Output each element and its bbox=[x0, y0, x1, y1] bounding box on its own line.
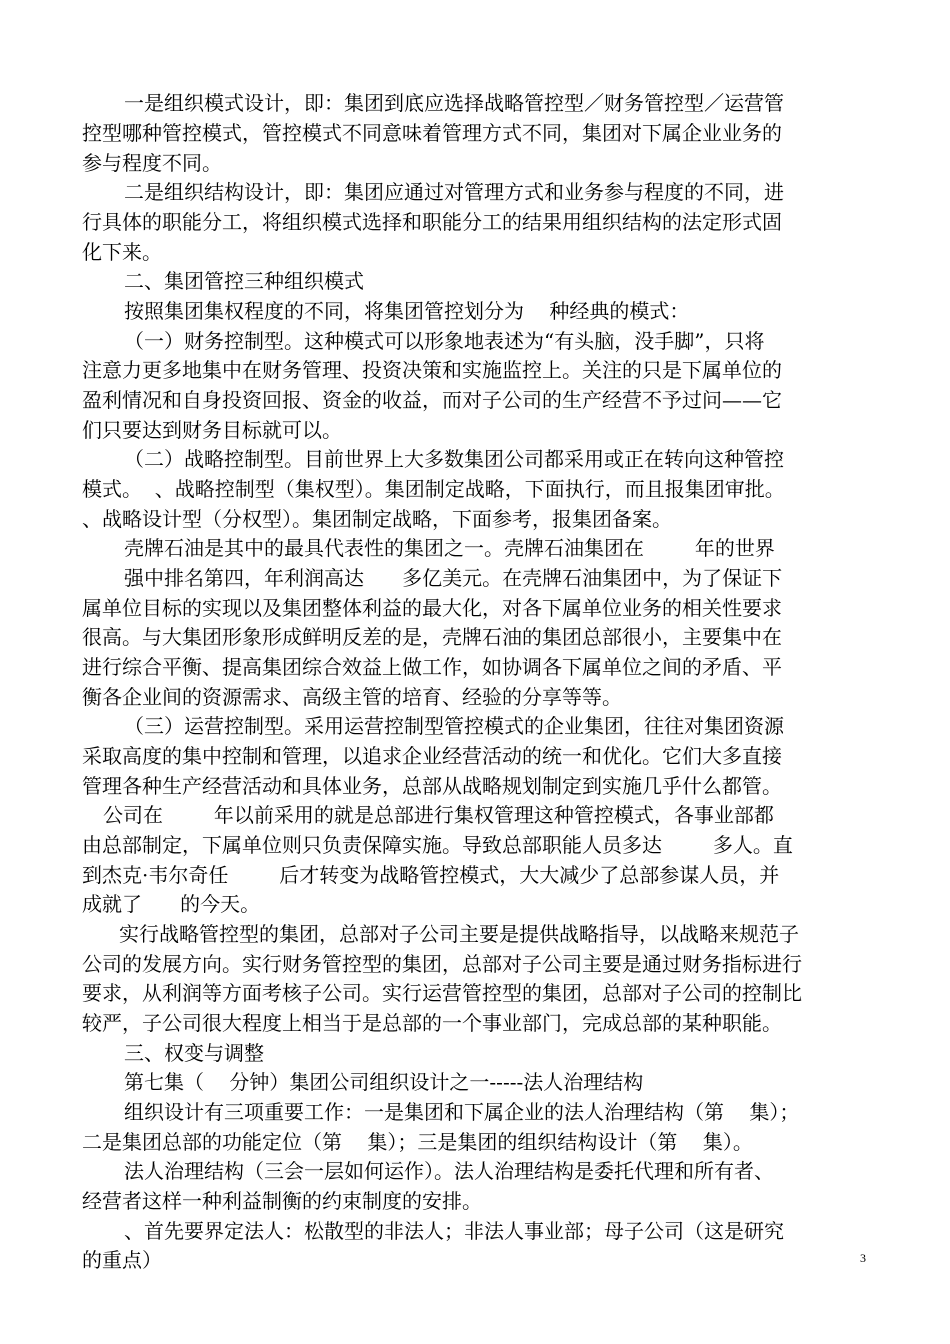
page-number: 3 bbox=[860, 1251, 866, 1265]
text-line: 公司的发展方向。实行财务管控型的集团，总部对子公司主要是通过财务指标进行 bbox=[82, 952, 802, 976]
text-line: 盈利情况和自身投资回报、资金的收益，而对子公司的生产经营不予过问——它 bbox=[82, 388, 782, 412]
text-line: 衡各企业间的资源需求、高级主管的培育、经验的分享等等。 bbox=[82, 685, 622, 709]
text-line: 化下来。 bbox=[82, 240, 162, 264]
text-line: 到杰克·韦尔奇任 后才转变为战略管控模式，大大减少了总部参谋人员，并 bbox=[82, 863, 780, 887]
text-line: 按照集团集权程度的不同，将集团管控划分为 种经典的模式： bbox=[124, 299, 690, 323]
text-line: 强中排名第四，年利润高达 多亿美元。在壳牌石油集团中，为了保证下 bbox=[124, 566, 783, 590]
text-line: 一是组织模式设计，即：集团到底应选择战略管控型／财务管控型／运营管 bbox=[124, 91, 784, 115]
text-line: 、首先要界定法人：松散型的非法人；非法人事业部；母子公司（这是研究 bbox=[124, 1219, 784, 1243]
text-line: 公司在 年以前采用的就是总部进行集权管理这种管控模式，各事业部都 bbox=[103, 803, 774, 827]
text-line: 们只要达到财务目标就可以。 bbox=[82, 418, 342, 442]
text-line: （一）财务控制型。这种模式可以形象地表述为“有头脑，没手脚”，只将 bbox=[124, 329, 765, 353]
text-line: 进行综合平衡、提高集团综合效益上做工作，如协调各下属单位之间的矛盾、平 bbox=[82, 655, 782, 679]
episode-heading: 第七集（ 分钟）集团公司组织设计之一-----法人治理结构 bbox=[124, 1070, 644, 1094]
text-line: 由总部制定，下属单位则只负责保障实施。导致总部职能人员多达 多人。直 bbox=[82, 833, 793, 857]
section-heading: 三、权变与调整 bbox=[124, 1041, 264, 1065]
text-line: 行具体的职能分工，将组织模式选择和职能分工的结果用组织结构的法定形式固 bbox=[82, 210, 782, 234]
text-line: （二）战略控制型。目前世界上大多数集团公司都采用或正在转向这种管控 bbox=[124, 447, 784, 471]
text-line: 二是集团总部的功能定位（第 集）；三是集团的组织结构设计（第 集）。 bbox=[82, 1130, 753, 1154]
text-line: 壳牌石油是其中的最具代表性的集团之一。壳牌石油集团在 年的世界 bbox=[124, 536, 775, 560]
text-line: 属单位目标的实现以及集团整体利益的最大化，对各下属单位业务的相关性要求 bbox=[82, 596, 782, 620]
text-line: 较严，子公司很大程度上相当于是总部的一个事业部门，完成总部的某种职能。 bbox=[82, 1011, 782, 1035]
text-line: 采取高度的集中控制和管理，以追求企业经营活动的统一和优化。它们大多直接 bbox=[82, 744, 782, 768]
text-line: 法人治理结构（三会一层如何运作）。法人治理结构是委托代理和所有者、 bbox=[124, 1159, 774, 1183]
text-line: 管理各种生产经营活动和具体业务，总部从战略规划制定到实施几乎什么都管。 bbox=[82, 774, 782, 798]
text-line: 经营者这样一种利益制衡的约束制度的安排。 bbox=[82, 1189, 482, 1213]
text-line: 参与程度不同。 bbox=[82, 151, 222, 175]
text-line: 的重点） bbox=[82, 1248, 162, 1272]
text-line: 实行战略管控型的集团，总部对子公司主要是提供战略指导，以战略来规范子 bbox=[119, 922, 799, 946]
text-line: （三）运营控制型。采用运营控制型管控模式的企业集团，往往对集团资源 bbox=[124, 714, 784, 738]
text-line: 成就了 的今天。 bbox=[82, 892, 261, 916]
text-line: 控型哪种管控模式，管控模式不同意味着管理方式不同，集团对下属企业业务的 bbox=[82, 121, 782, 145]
text-line: 要求，从利润等方面考核子公司。实行运营管控型的集团，总部对子公司的控制比 bbox=[82, 981, 802, 1005]
text-line: 模式。 、战略控制型（集权型）。集团制定战略，下面执行，而且报集团审批。 bbox=[82, 477, 785, 501]
text-line: 二是组织结构设计，即：集团应通过对管理方式和业务参与程度的不同，进 bbox=[124, 180, 784, 204]
text-line: 很高。与大集团形象形成鲜明反差的是，壳牌石油的集团总部很小，主要集中在 bbox=[82, 625, 782, 649]
text-line: 注意力更多地集中在财务管理、投资决策和实施监控上。关注的只是下属单位的 bbox=[82, 358, 782, 382]
text-line: 组织设计有三项重要工作：一是集团和下属企业的法人治理结构（第 集）； bbox=[124, 1100, 800, 1124]
section-heading: 二、集团管控三种组织模式 bbox=[124, 269, 364, 293]
text-line: 、战略设计型（分权型）。集团制定战略，下面参考，报集团备案。 bbox=[82, 507, 672, 531]
